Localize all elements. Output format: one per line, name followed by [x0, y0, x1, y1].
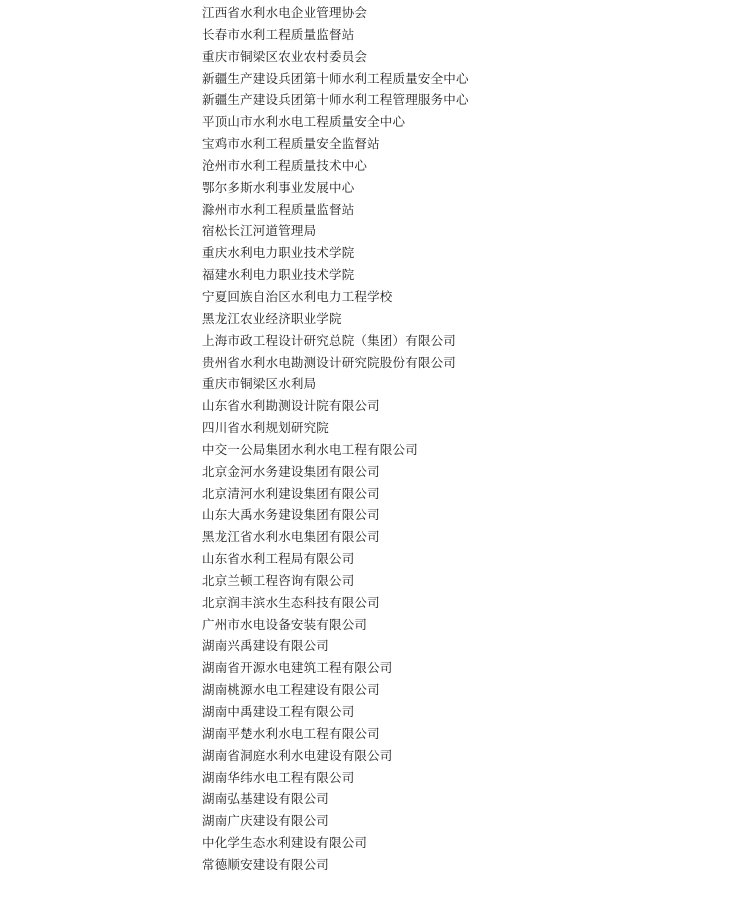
organization-list-item: 北京金河水务建设集团有限公司	[202, 463, 380, 479]
organization-list-item: 湖南省洞庭水利水电建设有限公司	[202, 747, 393, 763]
organization-list-item: 沧州市水利工程质量技术中心	[202, 157, 368, 173]
organization-list-item: 上海市政工程设计研究总院（集团）有限公司	[202, 332, 457, 348]
organization-list-item: 湖南平楚水利水电工程有限公司	[202, 725, 380, 741]
organization-list-item: 新疆生产建设兵团第十师水利工程质量安全中心	[202, 70, 469, 86]
organization-list-item: 北京清河水利建设集团有限公司	[202, 485, 380, 501]
organization-list-item: 平顶山市水利水电工程质量安全中心	[202, 114, 406, 130]
organization-list-item: 鄂尔多斯水利事业发展中心	[202, 179, 355, 195]
organization-list-item: 湖南弘基建设有限公司	[202, 791, 330, 807]
organization-list-item: 湖南兴禹建设有限公司	[202, 638, 330, 654]
organization-list-item: 宝鸡市水利工程质量安全监督站	[202, 136, 380, 152]
organization-list-item: 中交一公局集团水利水电工程有限公司	[202, 441, 418, 457]
organization-list-item: 湖南中禹建设工程有限公司	[202, 704, 355, 719]
organization-list-item: 湖南桃源水电工程建设有限公司	[202, 682, 380, 698]
organization-list-item: 山东大禹水务建设集团有限公司	[202, 507, 380, 523]
organization-list-item: 北京兰顿工程咨询有限公司	[202, 572, 355, 588]
organization-list-item: 江西省水利水电企业管理协会	[202, 5, 368, 20]
organization-list-item: 湖南省开源水电建筑工程有限公司	[202, 660, 393, 676]
organization-list-item: 山东省水利工程局有限公司	[202, 551, 355, 567]
organization-list-item: 山东省水利勘测设计院有限公司	[202, 398, 380, 414]
organization-list-item: 湖南广庆建设有限公司	[202, 813, 330, 829]
organization-list-item: 广州市水电设备安装有限公司	[202, 616, 368, 632]
organization-list	[202, 2, 722, 876]
organization-list-item: 宿松长江河道管理局	[202, 223, 317, 239]
organization-list-item: 滁州市水利工程质量监督站	[202, 201, 355, 217]
organization-list-item: 重庆水利电力职业技术学院	[202, 245, 355, 261]
organization-list-item: 长春市水利工程质量监督站	[202, 26, 355, 42]
organization-list-item: 新疆生产建设兵团第十师水利工程管理服务中心	[202, 92, 469, 108]
organization-list-item: 重庆市铜梁区农业农村委员会	[202, 48, 368, 64]
organization-list-item: 四川省水利规划研究院	[202, 420, 330, 436]
organization-list-item: 中化学生态水利建设有限公司	[202, 835, 368, 851]
organization-list-item: 黑龙江省水利水电集团有限公司	[202, 529, 380, 545]
organization-list-item: 福建水利电力职业技术学院	[202, 267, 355, 283]
organization-list-item: 常德顺安建设有限公司	[202, 856, 330, 872]
organization-list-item: 贵州省水利水电勘测设计研究院股份有限公司	[202, 354, 457, 370]
organization-list-item: 黑龙江农业经济职业学院	[202, 310, 342, 326]
organization-list-item: 北京润丰滨水生态科技有限公司	[202, 594, 380, 610]
organization-list-item: 重庆市铜梁区水利局	[202, 376, 317, 392]
organization-list-item: 湖南华纬水电工程有限公司	[202, 769, 355, 785]
document-page	[202, 2, 722, 876]
organization-list-item: 宁夏回族自治区水利电力工程学校	[202, 288, 393, 304]
